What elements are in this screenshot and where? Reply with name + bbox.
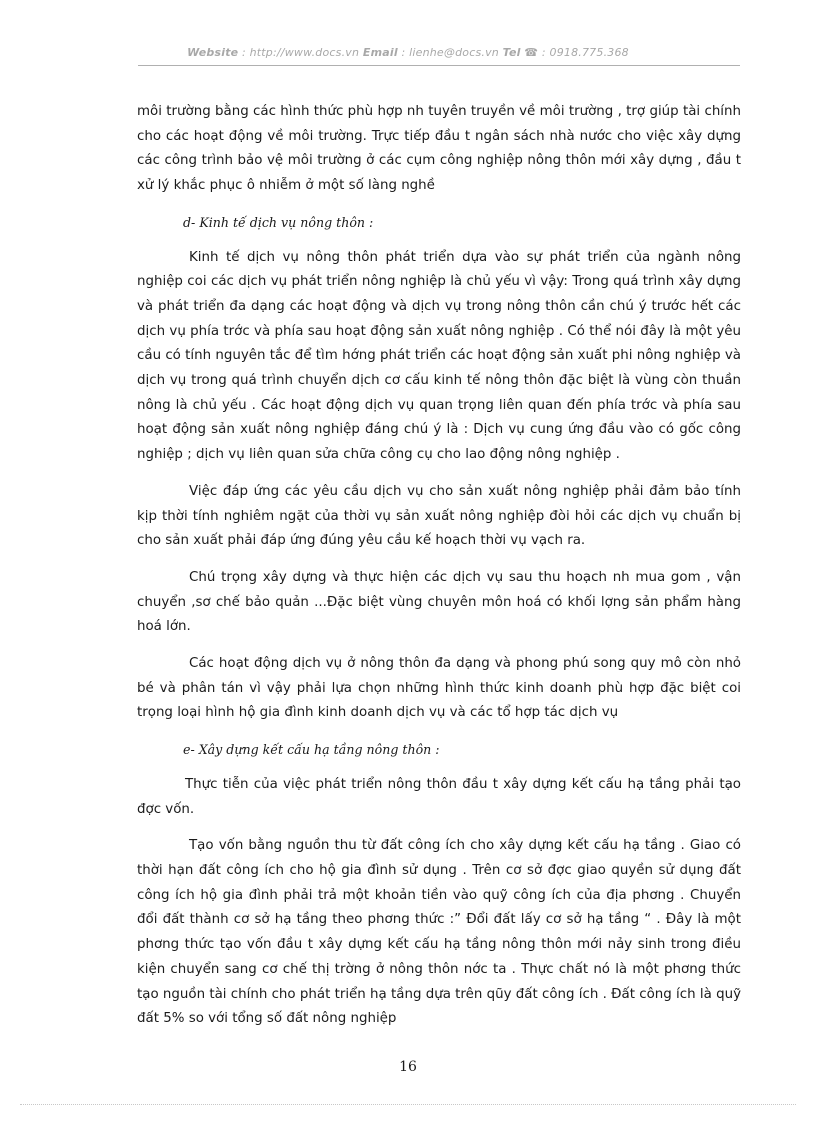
- website-value: : http://www.docs.vn: [238, 46, 363, 59]
- page-number: 16: [399, 1059, 417, 1075]
- tel-value: ☎ : 0918.775.368: [520, 46, 629, 59]
- paragraph-service-scale: Các hoạt động dịch vụ ở nông thôn đa dạng và phong phú song quy mô còn nhỏ bé và phân tán vì vậy phải lựa chọn những hình thức kinh doanh phù hợp đặc biệt coi trọng loại hình hộ gia đình kinh doanh dịch vụ và các tổ hợp tác dịch vụ: [137, 656, 741, 721]
- paragraph-rural-services: Kinh tế dịch vụ nông thôn phát triển dựa vào sự phát triển của ngành nông nghiệp coi các dịch vụ phát triển nông nghiệp là chủ yếu vì vậy: Trong quá trình xây dựng và phát triển đa dạng các hoạt động và dịch vụ trong nông thôn cần chú ý trước hết các dịch vụ phía trớc và phía sau hoạt động sản xuất nông nghiệp . Có thể nói đây là một yêu cầu có tính nguyên tắc để tìm hớng phát triển các hoạt động sản xuất phi nông nghiệp và dịch vụ trong quá trình chuyển dịch cơ cấu kinh tế nông thôn đặc biệt là vùng còn thuần nông là chủ yếu . Các hoạt động dịch vụ quan trọng liên quan đến phía trớc và phía sau hoạt động sản xuất nông nghiệp đáng chú ý là : Dịch vụ cung ứng đầu vào có gốc công nghiệp ; dịch vụ liên quan sửa chữa công cụ cho lao động nông nghiệp .: [137, 249, 741, 463]
- tel-label: Tel: [502, 46, 521, 59]
- footer-divider: [20, 1104, 796, 1105]
- section-heading-e: e- Xây dựng kết cấu hạ tầng nông thôn :: [183, 742, 440, 758]
- section-heading-d: d- Kinh tế dịch vụ nông thôn :: [183, 214, 374, 230]
- email-label: Email: [362, 46, 398, 59]
- email-value: : lienhe@docs.vn: [397, 46, 503, 59]
- document-body: [137, 100, 741, 1044]
- paragraph-infrastructure: Thực tiễn của việc phát triển nông thôn đầu t xây dựng kết cấu hạ tầng phải tạo đợc vốn.: [137, 776, 741, 817]
- paragraph-environment: môi trường bằng các hình thức phù hợp nh tuyên truyền về môi trường , trợ giúp tài chính cho các hoạt động về môi trường. Trực tiếp đầu t ngân sách nhà nước cho việc xây dựng các công trình bảo vệ môi trường ở các cụm công nghiệp nông thôn mới xây dựng , đầu t xử lý khắc phục ô nhiễm ở một số làng nghề: [137, 104, 741, 194]
- paragraph-service-timing: Việc đáp ứng các yêu cầu dịch vụ cho sản xuất nông nghiệp phải đảm bảo tính kịp thời tính nghiêm ngặt của thời vụ sản xuất nông nghiệp đòi hỏi các dịch vụ chuẩn bị cho sản xuất phải đáp ứng đúng yêu cầu kế hoạch thời vụ vạch ra.: [137, 483, 741, 549]
- paragraph-land-funding: Tạo vốn bằng nguồn thu từ đất công ích cho xây dựng kết cấu hạ tầng . Giao có thời hạn đất công ích cho hộ gia đình sử dụng . Trên cơ sở đợc giao quyền sử dụng đất công ích hộ gia đình phải trả một khoản tiền vào quỹ công ích của địa phơng . Chuyển đổi đất thành cơ sở hạ tầng theo phơng thức :” Đổi đất lấy cơ sở hạ tầng “ . Đây là một phơng thức tạo vốn đầu t xây dựng kết cấu hạ tầng nông thôn mới nảy sinh trong điều kiện chuyển sang cơ chế thị trờng ở nông thôn nớc ta . Thực chất nó là một phơng thức tạo nguồn tài chính cho phát triển hạ tầng dựa trên qũy đất công ích . Đất công ích là quỹ đất 5% so với tổng số đất nông nghiệp: [137, 838, 741, 1027]
- website-label: Website: [187, 46, 239, 59]
- header-divider: [138, 65, 740, 66]
- page-header: [0, 46, 816, 59]
- paragraph-post-harvest: Chú trọng xây dựng và thực hiện các dịch vụ sau thu hoạch nh mua gom , vận chuyển ,sơ chế bảo quản ...Đặc biệt vùng chuyên môn hoá có khối lợng sản phẩm hàng hoá lớn.: [137, 569, 741, 635]
